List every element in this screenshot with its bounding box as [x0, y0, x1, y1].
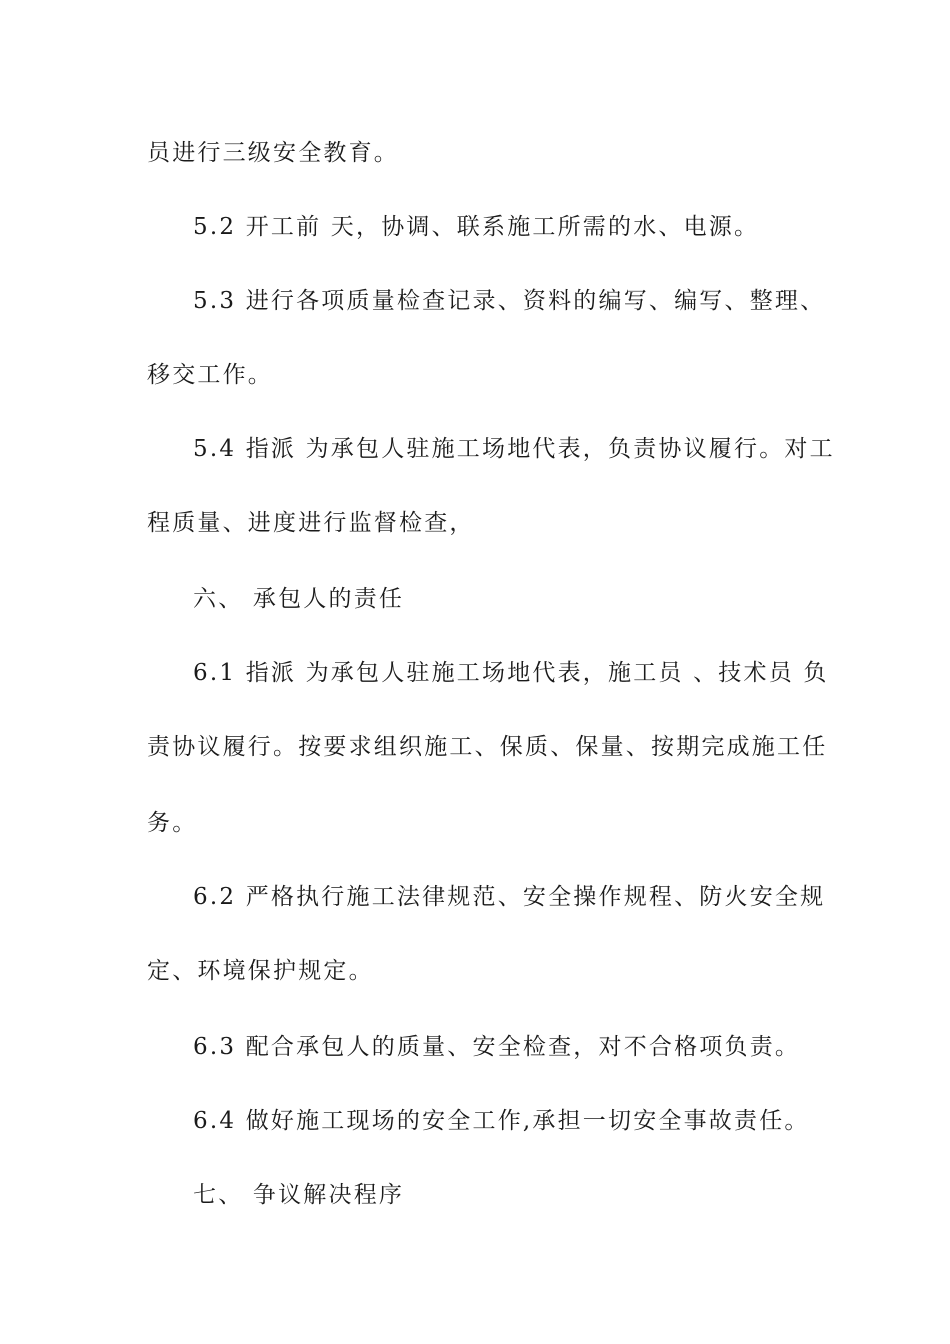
text-line: 5.2 开工前 天，协调、联系施工所需的水、电源。	[193, 214, 760, 240]
text-line: 5.4 指派 为承包人驻施工场地代表，负责协议履行。对工	[193, 436, 835, 462]
text-line: 务。	[147, 810, 198, 836]
text-line: 6.2 严格执行施工法律规范、安全操作规程、防火安全规	[193, 884, 826, 910]
text-line: 6.3 配合承包人的质量、安全检查，对不合格项负责。	[193, 1034, 801, 1060]
text-line: 员进行三级安全教育。	[147, 140, 399, 166]
text-line: 移交工作。	[147, 362, 273, 388]
text-line: 6.4 做好施工现场的安全工作,承担一切安全事故责任。	[193, 1108, 810, 1134]
text-line: 6.1 指派 为承包人驻施工场地代表，施工员 、技术员 负	[193, 660, 829, 686]
section-heading: 六、 承包人的责任	[193, 586, 405, 612]
text-line: 程质量、进度进行监督检查，	[147, 510, 475, 536]
text-line: 5.3 进行各项质量检查记录、资料的编写、编写、整理、	[193, 288, 826, 314]
text-line: 定、环境保护规定。	[147, 958, 374, 984]
section-heading: 七、 争议解决程序	[193, 1182, 405, 1208]
text-line: 责协议履行。按要求组织施工、保质、保量、按期完成施工任	[147, 734, 828, 760]
